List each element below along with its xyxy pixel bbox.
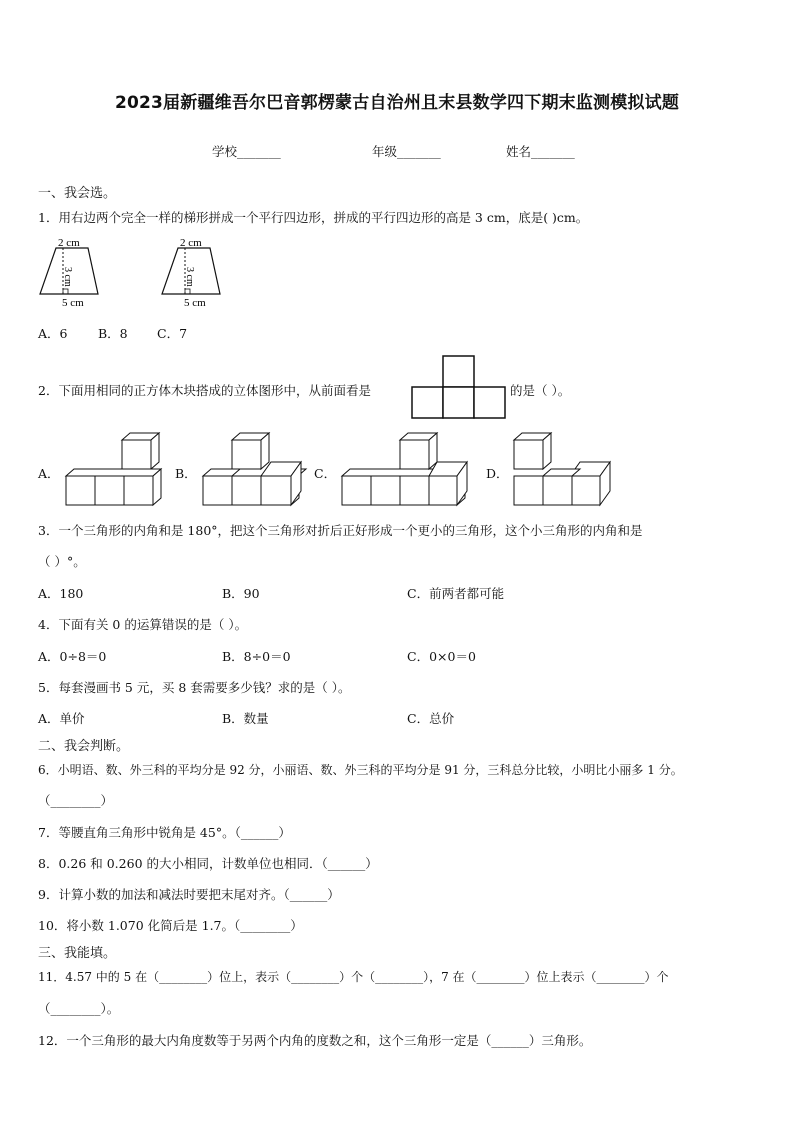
question-11-line2: （________）。 <box>38 1001 120 1016</box>
name-field[interactable]: 姓名_______ <box>506 144 575 159</box>
section-heading-3: 三、我能填。 <box>38 946 117 961</box>
section-heading-2: 二、我会判断。 <box>38 739 130 754</box>
question-6-answer-blank[interactable]: （________） <box>38 793 114 808</box>
q3-option-b[interactable]: B．90 <box>222 586 260 601</box>
trapezoid-height-label: 3 cm <box>184 267 195 287</box>
q3-option-c[interactable]: C．前两者都可能 <box>407 586 505 601</box>
trapezoid-bottom-label: 5 cm <box>62 297 84 309</box>
q2-option-a-figure[interactable] <box>64 432 174 508</box>
trapezoid-height-label: 3 cm <box>62 267 73 287</box>
question-7: 7．等腰直角三角形中锐角是 45°。（______） <box>38 825 291 840</box>
question-1: 1．用右边两个完全一样的梯形拼成一个平行四边形，拼成的平行四边形的高是 3 cm，底是( )cm。 <box>38 210 589 225</box>
question-2-text-end: 的是（ ）。 <box>510 383 571 398</box>
question-3-line2: （ ）°。 <box>38 554 86 569</box>
question-10: 10．将小数 1.070 化简后是 1.7。（________） <box>38 918 303 933</box>
q5-option-b[interactable]: B．数量 <box>222 711 269 726</box>
q2-option-c-label[interactable]: C． <box>314 466 337 481</box>
q4-option-c[interactable]: C．0×0＝0 <box>407 649 476 664</box>
trapezoid-figures <box>36 236 246 310</box>
trapezoid-bottom-label: 5 cm <box>184 297 206 309</box>
question-11-line1: 11．4.57 中的 5 在（________）位上，表示（________）个（________），7 在（________）位上表示（________）个 <box>38 970 669 984</box>
q2-option-b-figure[interactable] <box>201 432 313 508</box>
question-3-line1: 3．一个三角形的内角和是 180°，把这个三角形对折后正好形成一个更小的三角形，这个小三角形的内角和是 <box>38 523 643 538</box>
q1-option-c[interactable]: C．7 <box>157 326 188 341</box>
q2-option-a-label[interactable]: A． <box>38 466 60 481</box>
q5-option-c[interactable]: C．总价 <box>407 711 455 726</box>
trapezoid-figure-1 <box>40 237 98 309</box>
q2-option-d-label[interactable]: D． <box>486 466 509 481</box>
q4-option-a[interactable]: A．0÷8＝0 <box>38 649 107 664</box>
question-4: 4．下面有关 0 的运算错误的是（ ）。 <box>38 617 248 632</box>
question-12: 12．一个三角形的最大内角度数等于另两个内角的度数之和，这个三角形一定是（______）三角形。 <box>38 1033 592 1048</box>
q2-option-c-figure[interactable] <box>340 432 472 508</box>
q5-option-a[interactable]: A．单价 <box>38 711 85 726</box>
question-6-line1: 6．小明语、数、外三科的平均分是 92 分，小丽语、数、外三科的平均分是 91 分，三科总分比较，小明比小丽多 1 分。 <box>38 763 683 777</box>
q4-option-b[interactable]: B．8÷0＝0 <box>222 649 291 664</box>
q1-option-a[interactable]: A．6 <box>38 326 68 341</box>
trapezoid-top-label: 2 cm <box>58 237 80 249</box>
trapezoid-figure-2 <box>162 237 220 309</box>
question-5: 5．每套漫画书 5 元，买 8 套需要多少钱？求的是（ ）。 <box>38 680 351 695</box>
page-title: 2023届新疆维吾尔巴音郭楞蒙古自治州且末县数学四下期末监测模拟试题 <box>114 93 680 113</box>
question-9: 9．计算小数的加法和减法时要把末尾对齐。（______） <box>38 887 340 902</box>
question-8: 8．0.26 和 0.260 的大小相同，计数单位也相同．（______） <box>38 856 378 871</box>
section-heading-1: 一、我会选。 <box>38 186 117 201</box>
trapezoid-top-label: 2 cm <box>180 237 202 249</box>
front-view-figure <box>410 355 508 419</box>
question-2-text: 2．下面用相同的正方体木块搭成的立体图形中，从前面看是 <box>38 383 371 398</box>
q2-option-d-figure[interactable] <box>512 432 616 508</box>
q2-option-b-label[interactable]: B． <box>175 466 197 481</box>
q3-option-a[interactable]: A．180 <box>38 586 84 601</box>
q1-option-b[interactable]: B．8 <box>98 326 128 341</box>
grade-field[interactable]: 年级_______ <box>372 144 441 159</box>
school-field[interactable]: 学校_______ <box>212 144 281 159</box>
